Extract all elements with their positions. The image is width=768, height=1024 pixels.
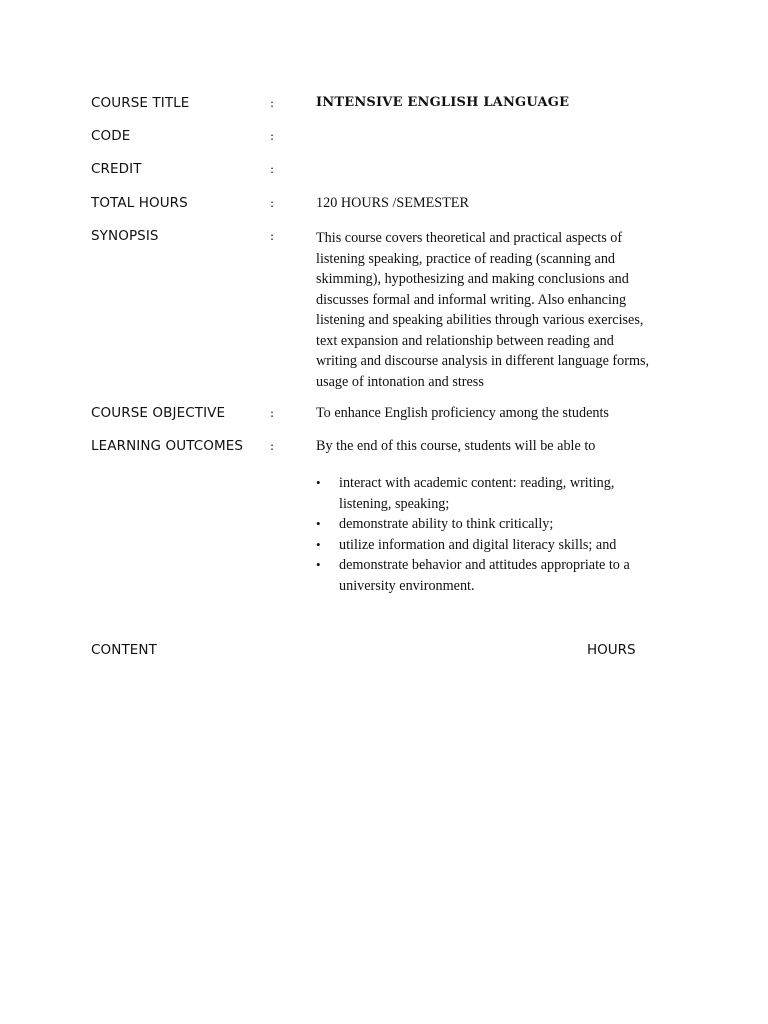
content-header: CONTENT — [91, 642, 157, 658]
list-item-line: interact with academic content: reading, writing, — [339, 475, 615, 491]
list-item-line: university environment. — [339, 577, 475, 594]
course-title-colon: : — [270, 96, 275, 110]
credit-colon: : — [270, 162, 275, 176]
list-item — [316, 555, 676, 596]
credit-label: CREDIT — [91, 161, 142, 177]
synopsis-line: usage of intonation and stress — [316, 373, 484, 390]
synopsis-line: skimming), hypothesizing and making conclusions and — [316, 271, 629, 287]
list-item-line: utilize information and digital literacy skills; and — [339, 536, 617, 553]
course-title-label: COURSE TITLE — [91, 95, 190, 111]
synopsis-colon: : — [270, 229, 275, 243]
total-hours-colon: : — [270, 196, 275, 210]
list-item — [316, 473, 676, 514]
synopsis-line: This course covers theoretical and practical aspects of — [316, 230, 623, 246]
bullet-icon: • — [316, 475, 321, 490]
code-label: CODE — [91, 128, 131, 144]
synopsis-line: text expansion and relationship between reading and — [316, 332, 614, 349]
course-title-value: INTENSIVE ENGLISH LANGUAGE — [316, 95, 570, 110]
list-item — [316, 514, 676, 535]
synopsis-label: SYNOPSIS — [91, 228, 159, 244]
learning-outcomes-intro: By the end of this course, students will be able to — [316, 438, 596, 454]
synopsis-line: listening speaking, practice of reading (scanning and — [316, 250, 616, 267]
course-objective-label: COURSE OBJECTIVE — [91, 405, 226, 421]
learning-outcomes-list — [316, 473, 676, 596]
total-hours-value: 120 HOURS /SEMESTER — [316, 195, 469, 211]
synopsis-line: listening and speaking abilities through various exercises, — [316, 312, 644, 328]
list-item-line: listening, speaking; — [339, 495, 450, 512]
list-item-line: demonstrate behavior and attitudes appropriate to a — [339, 557, 630, 573]
synopsis-line: discusses formal and informal writing. Also enhancing — [316, 291, 627, 308]
code-colon: : — [270, 129, 275, 143]
course-objective-value: To enhance English proficiency among the students — [316, 405, 609, 421]
bullet-icon: • — [316, 516, 321, 531]
learning-outcomes-label: LEARNING OUTCOMES — [91, 438, 244, 454]
synopsis-text — [316, 228, 686, 392]
hours-header: HOURS — [587, 642, 636, 658]
synopsis-line: writing and discourse analysis in different language forms, — [316, 353, 650, 369]
list-item-line: demonstrate ability to think critically; — [339, 516, 554, 532]
course-objective-colon: : — [270, 406, 275, 420]
total-hours-label: TOTAL HOURS — [91, 195, 188, 211]
bullet-icon: • — [316, 536, 321, 552]
bullet-icon: • — [316, 557, 321, 572]
learning-outcomes-colon: : — [270, 439, 275, 453]
list-item — [316, 535, 676, 556]
